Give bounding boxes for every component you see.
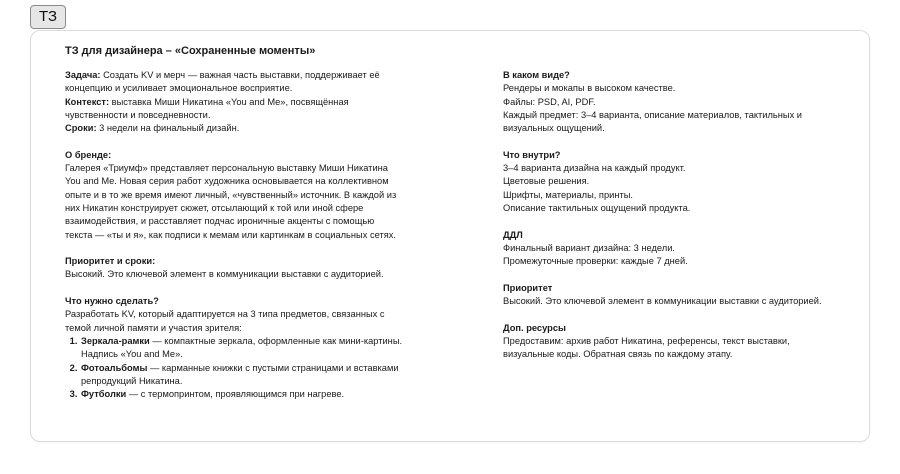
brand-heading: О бренде: — [65, 149, 112, 160]
ddl-line: Финальный вариант дизайна: 3 недели. — [503, 242, 675, 253]
deadline-line — [65, 122, 403, 135]
item-title: Фотоальбомы — [81, 362, 148, 373]
format-heading: В каком виде? — [503, 70, 570, 80]
ddl-heading: ДДЛ — [503, 229, 523, 240]
inside-section — [503, 149, 843, 215]
task-label: Задача: — [65, 70, 101, 80]
inside-line: Описание тактильных ощущений продукта. — [503, 202, 691, 213]
priority-line: Высокий. Это ключевой элемент в коммуникации выставки с аудиторией. — [503, 296, 822, 307]
priority-deadline-section — [65, 255, 403, 282]
ddl-line: Промежуточные проверки: каждые 7 дней. — [503, 256, 688, 267]
todo-intro: Разработать KV, который адаптируется на 3 типа предметов, связанных с темой личной памяти и участия зрителя: — [65, 309, 385, 333]
right-column — [503, 69, 843, 375]
item-title: Футболки — [81, 389, 127, 400]
deadline-text: 3 недели на финальный дизайн. — [96, 123, 240, 134]
context-text: выставка Миши Никатина «You and Me», посвящённая чувственности и повседневности. — [65, 96, 349, 120]
priority-heading: Приоритет — [503, 282, 553, 293]
item-title: Зеркала-рамки — [81, 335, 150, 346]
todo-heading: Что нужно сделать? — [65, 296, 159, 307]
brand-text: Галерея «Триумф» представляет персональную выставку Миши Никатина You and Me. Новая серия работ художника основывается на коллективном опыте и в то же время имеют личный, «чувственный» источник. В каждой из них Никатин конструирует сюжет, отсылающий к той или иной сфере взаимодействия, и расставляет подчас ироничные акценты с помощью текста — «ты и я», как подписи к мемам или картинкам в социальных сетях. — [65, 163, 397, 240]
item-text: — с термопринтом, проявляющимся при нагреве. — [126, 389, 345, 400]
priority-deadline-text: Высокий. Это ключевой элемент в коммуникации выставки с аудиторией. — [65, 269, 384, 280]
format-line: Каждый предмет: 3–4 варианта, описание материалов, тактильных и визуальных ощущений. — [503, 109, 802, 134]
left-column — [65, 69, 403, 415]
task-text: Создать KV и мерч — важная часть выставки, поддерживает её концепцию и усиливает эмоциональное восприятие. — [65, 70, 380, 94]
inside-heading: Что внутри? — [503, 149, 561, 160]
todo-section — [65, 295, 403, 401]
list-item — [80, 388, 403, 401]
product-list — [65, 335, 403, 401]
task-line — [65, 69, 403, 96]
format-section — [503, 69, 843, 135]
format-line: Файлы: PSD, AI, PDF. — [503, 96, 596, 107]
priority-deadline-heading: Приоритет и сроки: — [65, 256, 156, 267]
priority-section — [503, 282, 843, 309]
resources-line: Предоставим: архив работ Никатина, референсы, текст выставки, визуальные коды. Обратная связь по каждому этапу. — [503, 335, 790, 360]
inside-line: Цветовые решения. — [503, 176, 590, 187]
context-label: Контекст: — [65, 96, 110, 107]
brief-card — [30, 30, 870, 442]
list-item — [80, 362, 403, 389]
task-section — [65, 69, 403, 135]
inside-line: Шрифты, материалы, принты. — [503, 189, 633, 200]
context-line — [65, 96, 403, 123]
ddl-section — [503, 229, 843, 269]
inside-line: 3–4 варианта дизайна на каждый продукт. — [503, 163, 686, 174]
item-text: — компактные зеркала, оформленные как мини-картины. Надпись «You and Me». — [81, 335, 403, 360]
resources-section — [503, 322, 843, 362]
brand-section — [65, 149, 403, 242]
item-text: — карманные книжки с пустыми страницами и вставками репродукций Никатина. — [81, 362, 399, 386]
doc-tag: ТЗ — [30, 5, 66, 29]
deadline-label: Сроки: — [65, 123, 97, 134]
list-item — [80, 335, 403, 362]
format-line: Рендеры и мокапы в высоком качестве. — [503, 83, 676, 94]
brief-title: ТЗ для дизайнера – «Сохраненные моменты» — [65, 45, 316, 57]
resources-heading: Доп. ресурсы — [503, 322, 566, 333]
